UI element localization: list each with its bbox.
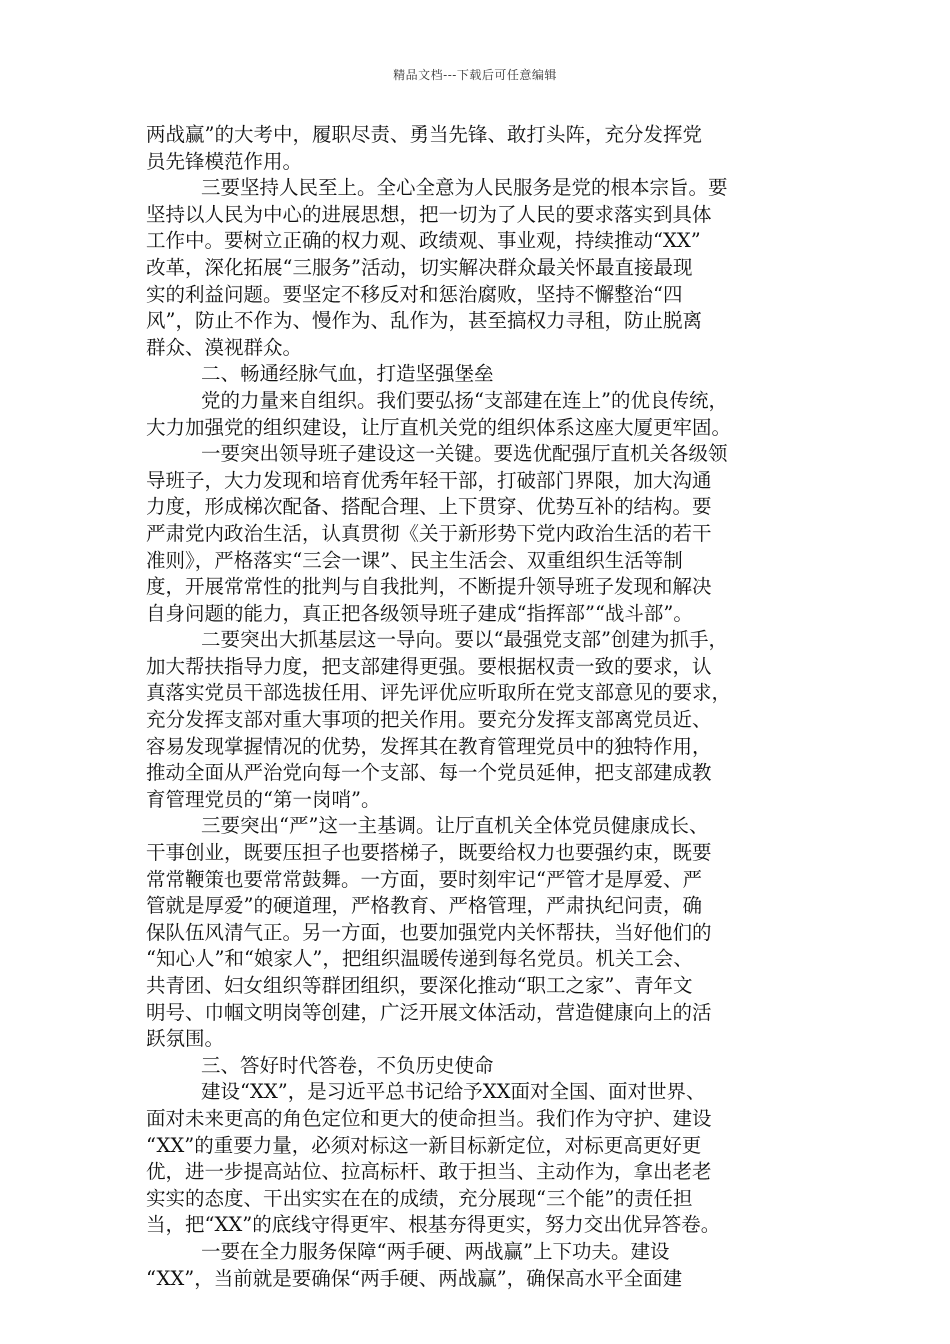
text-line: 三要坚持人民至上。全心全意为人民服务是党的根本宗旨。要 [201,176,728,200]
text-line: 实的利益问题。要坚定不移反对和惩治腐败，坚持不懈整治“四 [146,282,683,306]
text-line: 党的力量来自组织。我们要弘扬“支部建在连上”的优良传统， [201,388,728,412]
text-line: 风”，防止不作为、慢作为、乱作为，甚至搞权力寻租，防止脱离 [146,309,702,333]
text-line: 加大帮扶指导力度，把支部建得更强。要根据权责一致的要求，认 [146,654,712,678]
text-line: 推动全面从严治党向每一个支部、每一个党员延伸，把支部建成教 [146,761,712,785]
text-line: 群众、漠视群众。 [146,335,303,359]
text-line: 常常鞭策也要常常鼓舞。一方面，要时刻牢记“严管才是厚爱、严 [146,867,702,891]
text-line: 导班子，大力发现和培育优秀年轻干部，打破部门界限，加大沟通 [146,468,712,492]
text-line: 共青团、妇女组织等群团组织，要深化推动“职工之家”、青年文 [146,974,693,997]
text-line: 三要突出“严”这一主基调。让厅直机关全体党员健康成长、 [201,814,709,838]
text-line: 两战赢”的大考中，履职尽责、勇当先锋、敢打头阵，充分发挥党 [146,123,702,146]
text-line: 干事创业，既要压担子也要搭梯子，既要给权力也要强约束，既要 [146,841,712,865]
text-line: 管就是厚爱”的硬道理，严格教育、严格管理，严肃执纪问责，确 [146,894,702,918]
text-line: 当，把“XX”的底线守得更牢、根基夯得更实，努力交出优异答卷。 [146,1213,721,1237]
text-line: 实实的态度、干出实实在在的成绩，充分展现“三个能”的责任担 [146,1186,693,1210]
text-line: 大力加强党的组织建设，让厅直机关党的组织体系这座大厦更牢固。 [146,415,732,439]
text-line: 二要突出大抓基层这一导向。要以“最强党支部”创建为抓手， [201,628,728,652]
text-line: 一要突出领导班子建设这一关键。要选优配强厅直机关各级领 [201,442,728,466]
text-line: 工作中。要树立正确的权力观、政绩观、事业观，持续推动“XX” [146,229,701,253]
text-line: 准则》，严格落实“三会一课”、民主生活会、双重组织生活等制 [146,548,683,572]
text-line: 坚持以人民为中心的进展思想，把一切为了人民的要求落实到具体 [146,202,712,226]
text-line: “XX”的重要力量，必须对标这一新目标新定位，对标更高更好更 [146,1133,702,1157]
text-line: 跃氛围。 [146,1027,225,1051]
text-line: 改革，深化拓展“三服务”活动，切实解决群众最关怀最直接最现 [146,255,693,279]
text-line: “XX”，当前就是要确保“两手硬、两战赢”，确保高水平全面建 [146,1266,683,1290]
text-line: 力度，形成梯次配备、搭配合理、上下贯穿、优势互补的结构。要 [146,495,712,519]
text-line: 优，进一步提高站位、拉高标杆、敢于担当、主动作为，拿出老老 [146,1160,712,1184]
text-line: 员先锋模范作用。 [146,149,303,173]
text-line: 二、畅通经脉气血，打造坚强堡垒 [201,362,494,386]
text-line: 三、答好时代答卷，不负历史使命 [201,1053,494,1077]
text-line: 严肃党内政治生活，认真贯彻《关于新形势下党内政治生活的若干 [146,521,712,545]
text-line: 度，开展常常性的批判与自我批判，不断提升领导班子发现和解决 [146,575,712,599]
text-line: 育管理党员的“第一岗哨”。 [146,787,381,811]
document-body [146,122,806,1292]
text-line: 真落实党员干部选拔任用、评先评优应听取所在党支部意见的要求， [146,681,732,705]
text-line: 自身问题的能力，真正把各级领导班子建成“指挥部”“战斗部”。 [146,601,693,625]
text-line: 容易发现掌握情况的优势，发挥其在教育管理党员中的独特作用， [146,734,712,758]
text-line: 明号、巾帼文明岗等创建，广泛开展文体活动，营造健康向上的活 [146,1000,712,1024]
text-line: “知心人”和“娘家人”，把组织温暖传递到每名党员。机关工会、 [146,947,693,971]
page-header: 精品文档---下载后可任意编辑 [393,68,557,82]
text-line: 充分发挥支部对重大事项的把关作用。要充分发挥支部离党员近、 [146,708,712,732]
text-line: 保队伍风清气正。另一方面，也要加强党内关怀帮扶，当好他们的 [146,920,712,944]
text-line: 建设“XX”，是习近平总书记给予XX面对全国、面对世界、 [201,1080,706,1104]
text-line: 面对未来更高的角色定位和更大的使命担当。我们作为守护、建设 [146,1106,712,1130]
text-line: 一要在全力服务保障“两手硬、两战赢”上下功夫。建设 [201,1239,670,1263]
